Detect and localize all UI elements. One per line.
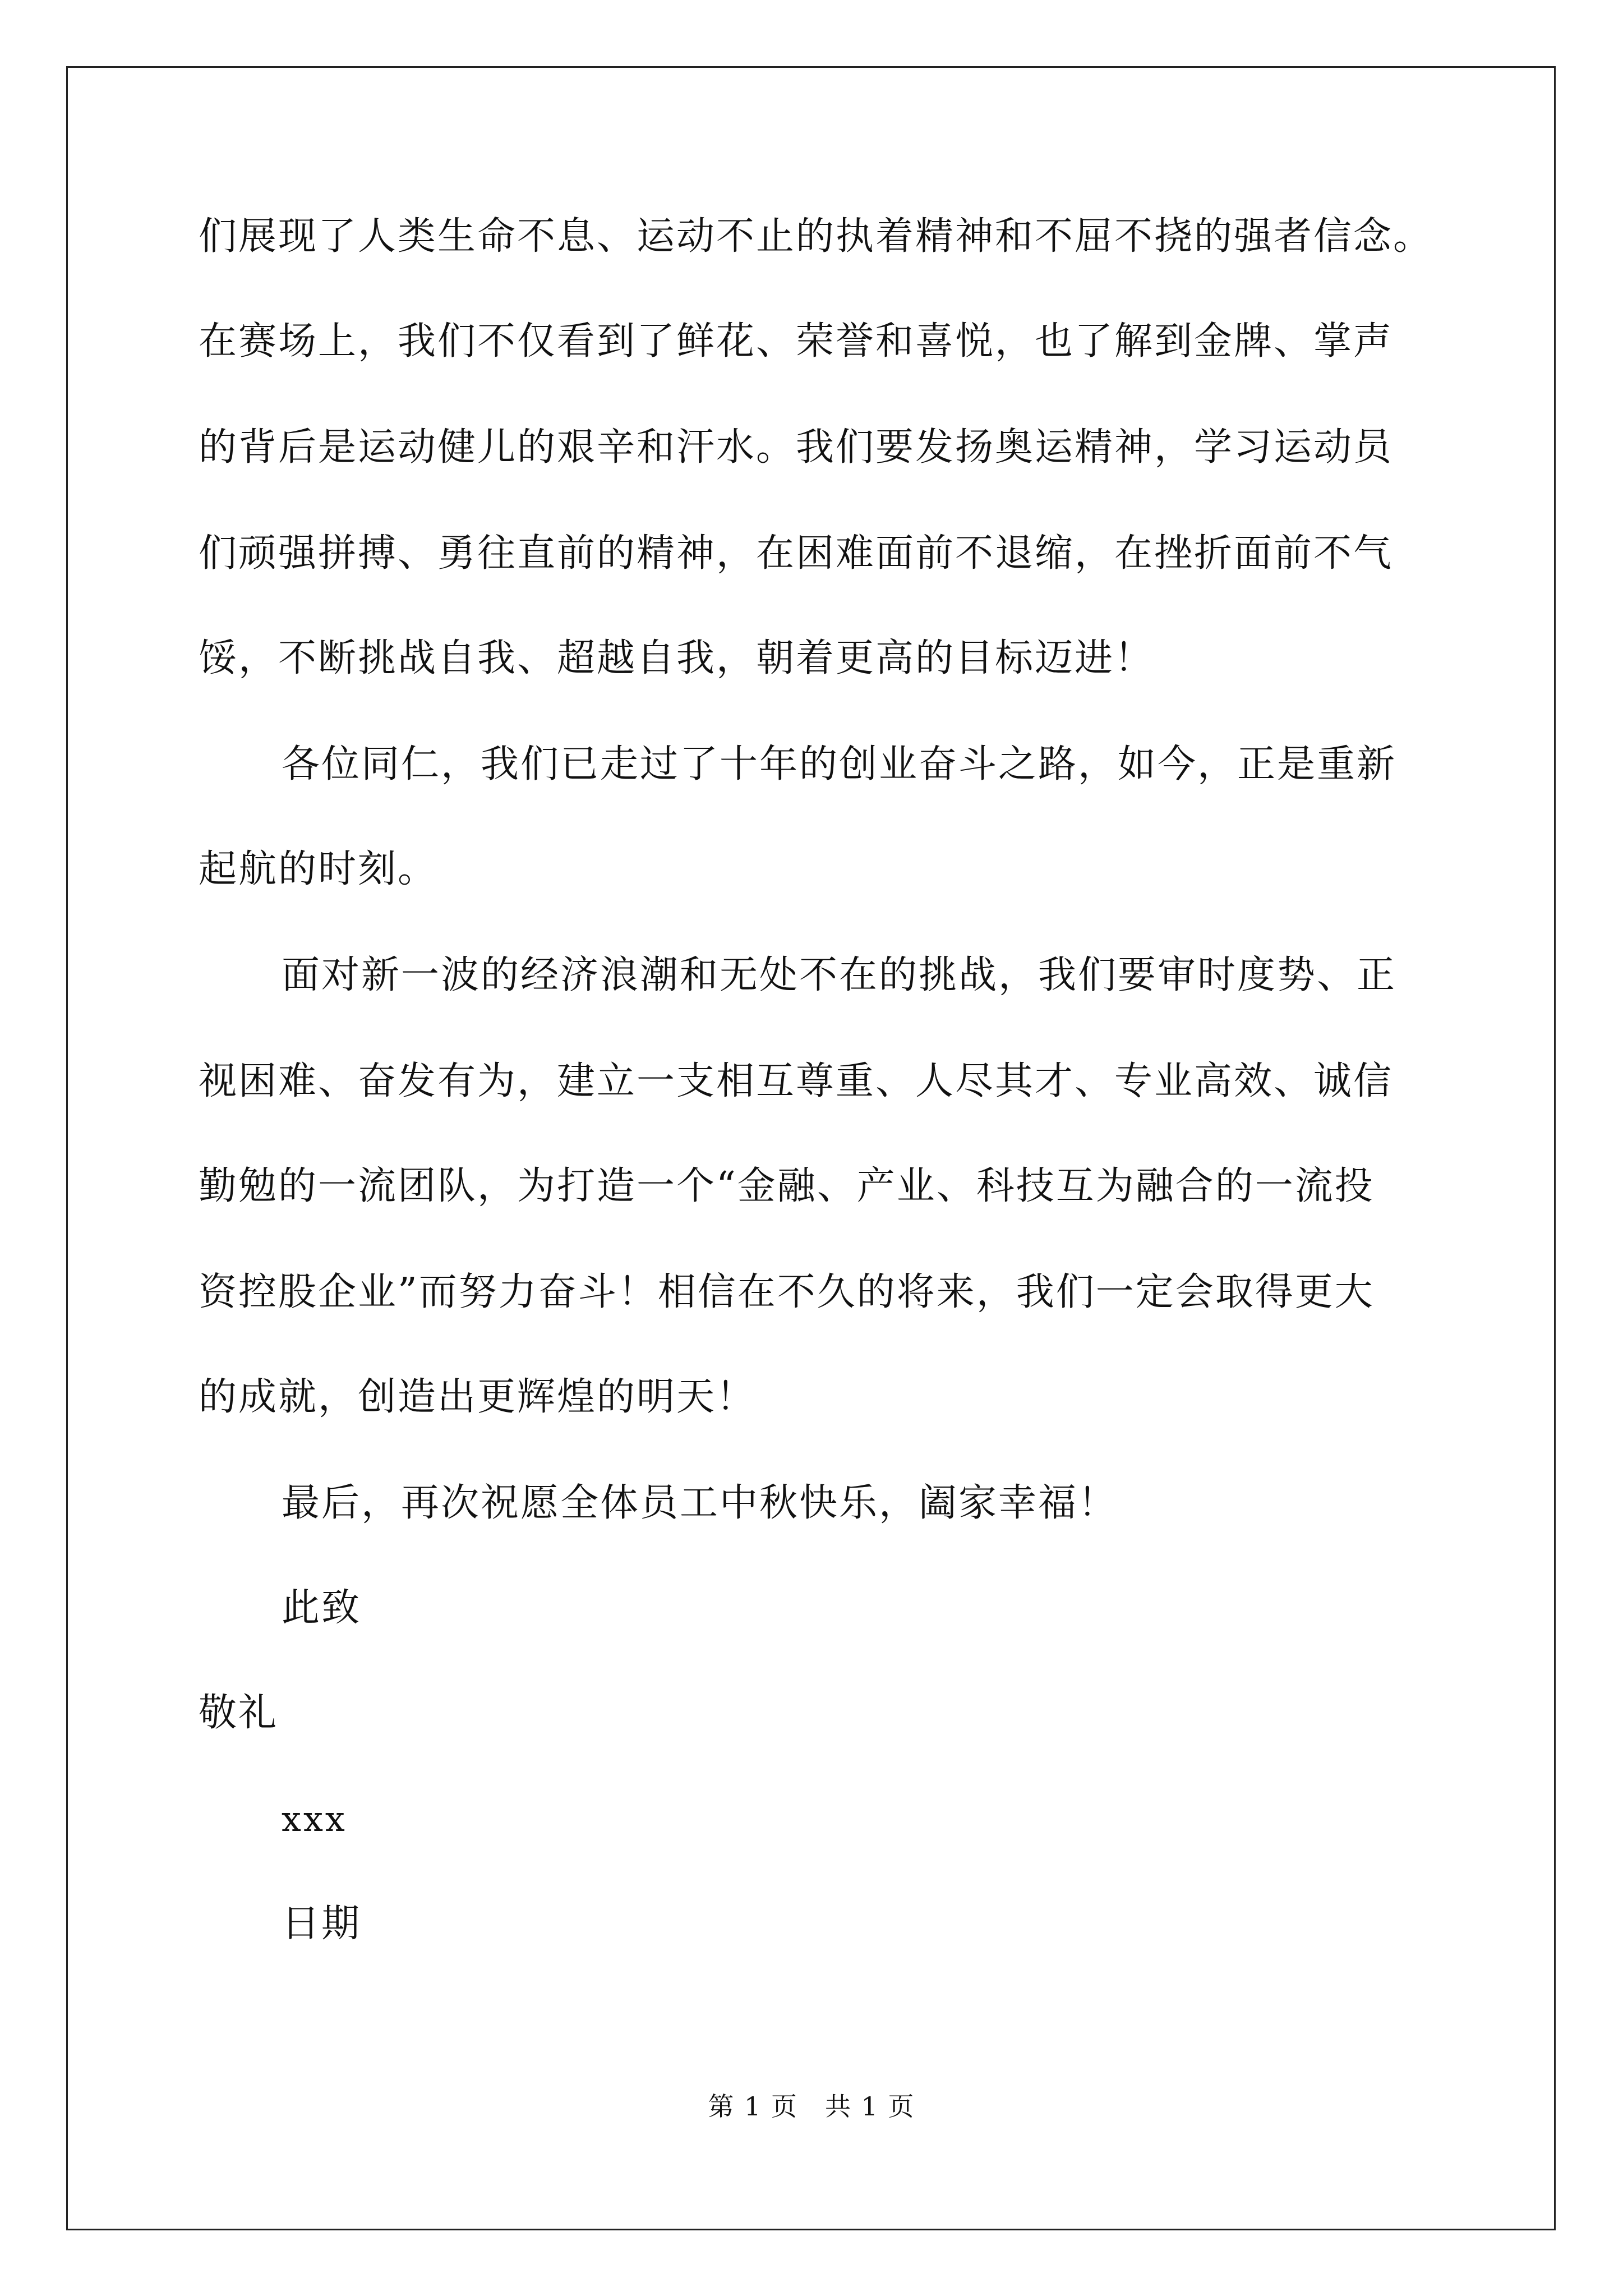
body-line-1: 们展现了人类生命不息、运动不止的执着精神和不屈不挠的强者信念。	[199, 214, 1433, 259]
signature-name: xxx	[282, 1798, 347, 1839]
body-line-4: 们顽强拼搏、勇往直前的精神，在困难面前不退缩，在挫折面前不气	[199, 531, 1394, 576]
body-line-3: 的背后是运动健儿的艰辛和汗水。我们要发扬奥运精神，学习运动员	[199, 425, 1394, 470]
paragraph-3-line-3: 勤勉的一流团队，为打造一个“金融、产业、科技互为融合的一流投	[199, 1164, 1375, 1208]
paragraph-2-line-2: 起航的时刻。	[199, 847, 438, 891]
paragraph-3-line-4: 资控股企业”而努力奋斗！相信在不久的将来，我们一定会取得更大	[199, 1270, 1375, 1314]
page-number-footer: 第 1 页 共 1 页	[708, 2091, 915, 2122]
paragraph-3-line-5: 的成就，创造出更辉煌的明天！	[199, 1375, 757, 1419]
paragraph-2-line-1: 各位同仁，我们已走过了十年的创业奋斗之路，如今，正是重新	[282, 742, 1397, 786]
closing-wishes: 最后，再次祝愿全体员工中秋快乐，阖家幸福！	[282, 1481, 1118, 1525]
salutation-cizhi: 此致	[282, 1586, 362, 1630]
signature-date: 日期	[282, 1902, 362, 1946]
body-line-5: 馁，不断挑战自我、超越自我，朝着更高的目标迈进！	[199, 636, 1155, 680]
body-line-2: 在赛场上，我们不仅看到了鲜花、荣誉和喜悦，也了解到金牌、掌声	[199, 319, 1394, 364]
salutation-jingli: 敬礼	[199, 1691, 279, 1735]
paragraph-3-line-2: 视困难、奋发有为，建立一支相互尊重、人尽其才、专业高效、诚信	[199, 1059, 1394, 1103]
paragraph-3-line-1: 面对新一波的经济浪潮和无处不在的挑战，我们要审时度势、正	[282, 953, 1397, 997]
